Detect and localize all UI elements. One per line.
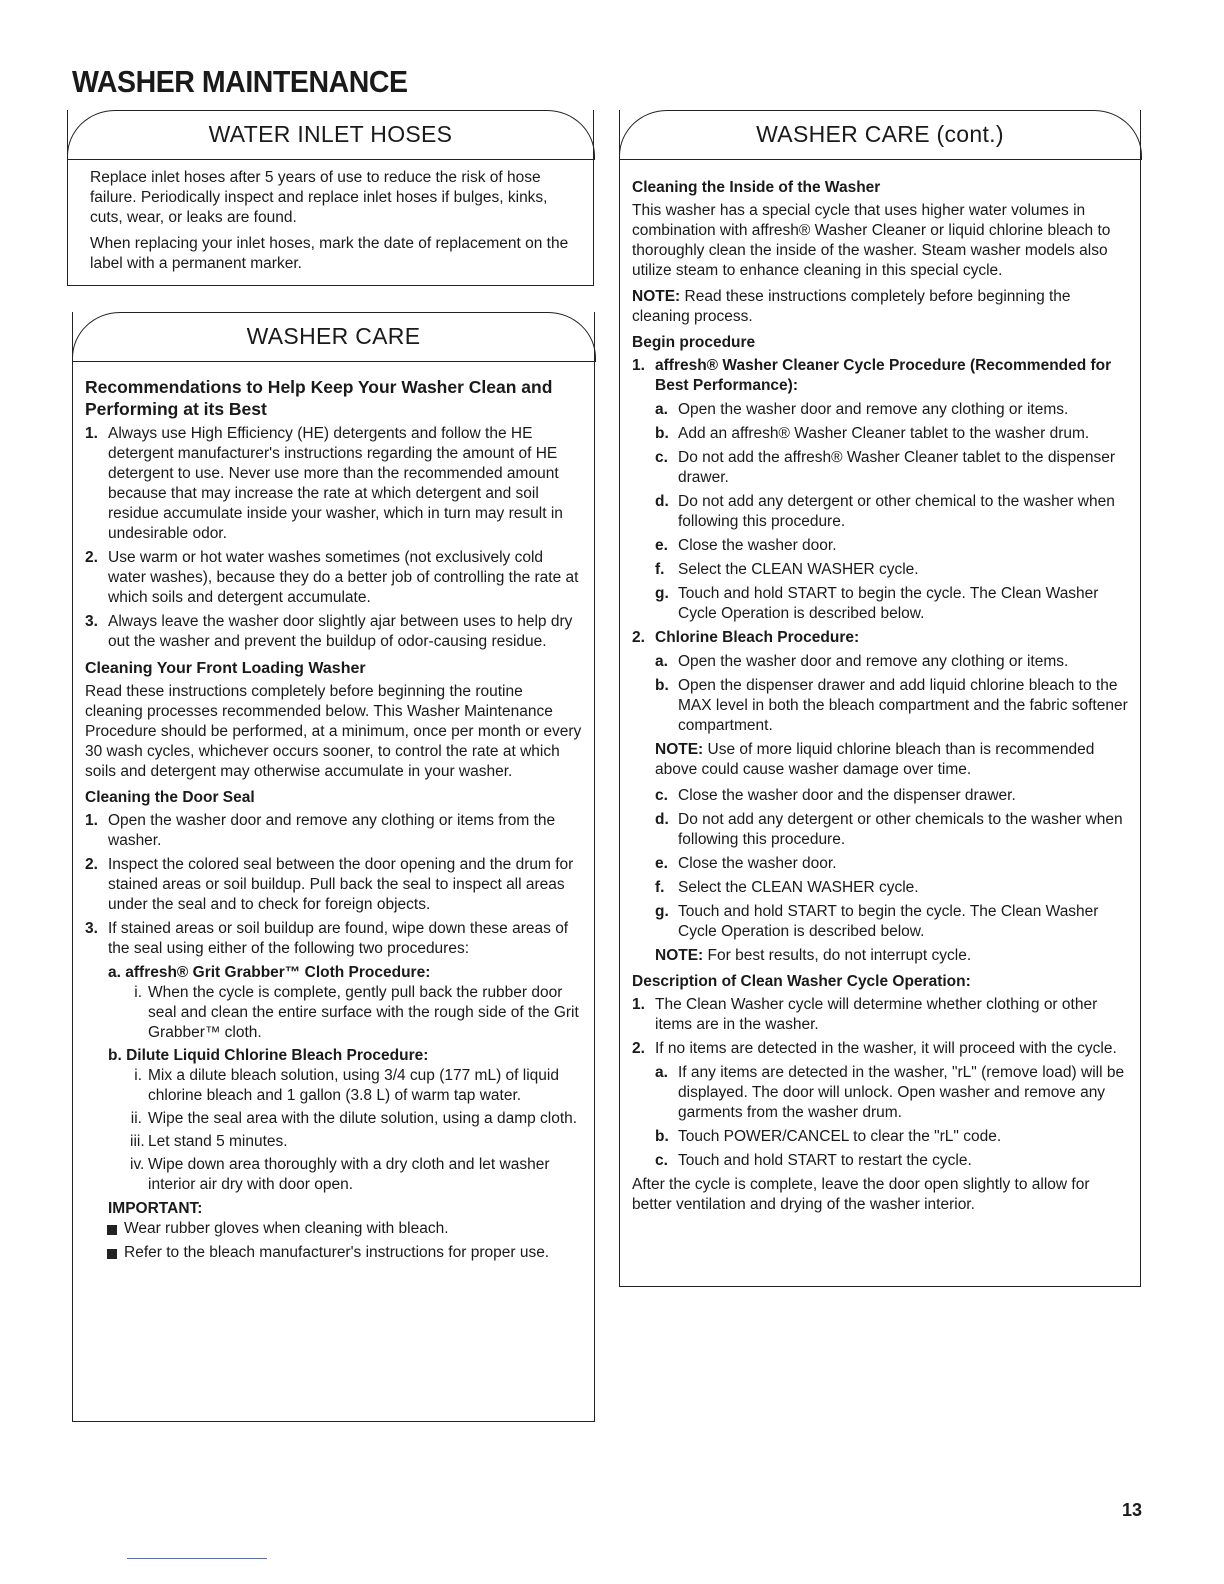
list-item: 3. If stained areas or soil buildup are found, wipe down these areas of the seal using either of the following two procedures: [85, 920, 569, 957]
list-item: b. Open the dispenser drawer and add liquid chlorine bleach to the MAX level in both the bleach compartment and the fabric softener compartment. [655, 677, 1128, 734]
cycle-operation-list [632, 995, 1128, 1059]
recommendations-heading: Recommendations to Help Keep Your Washer Clean and Performing at its Best [85, 377, 553, 419]
list-item: a. If any items are detected in the washer, "rL" (remove load) will be displayed. The door will unlock. Open washer and remove any garments from the washer drum. [655, 1064, 1125, 1121]
footer-divider [127, 1558, 267, 1559]
important-bullet: Wear rubber gloves when cleaning with bleach. [107, 1219, 582, 1239]
list-item: c. Touch and hold START to restart the cycle. [655, 1152, 972, 1169]
list-item: f. Select the CLEAN WASHER cycle. [655, 561, 919, 578]
cycle-operation-heading: Description of Clean Washer Cycle Operation: [632, 973, 971, 990]
important-bullet: Refer to the bleach manufacturer's instructions for proper use. [107, 1243, 582, 1263]
list-item: iv. Wipe down area thoroughly with a dry cloth and let washer interior air dry with door open. [130, 1156, 550, 1193]
list-item: 2. Use warm or hot water washes sometimes (not exclusively cold water washes), because they do a better job of controlling the rate at which soils and detergent accumulate. [85, 549, 579, 606]
list-item: iii. Let stand 5 minutes. [130, 1133, 288, 1150]
chlorine-procedure-title: Chlorine Bleach Procedure: [655, 629, 860, 646]
list-item: d. Do not add any detergent or other chemical to the washer when following this procedure. [655, 493, 1115, 530]
inside-washer-heading: Cleaning the Inside of the Washer [632, 179, 881, 196]
door-seal-heading: Cleaning the Door Seal [85, 789, 255, 806]
front-loading-paragraph: Read these instructions completely before beginning the routine cleaning processes recommended below. This Washer Maintenance Procedure should be performed, at a minimum, once per month or every 30 wash cycles, whichever occurs sooner, to control the rate at which soils and detergent may otherwise accumulate in your washer. [85, 683, 582, 780]
grit-grabber-steps [108, 983, 582, 1043]
grit-grabber-procedure-heading: a. affresh® Grit Grabber™ Cloth Procedure: [108, 964, 431, 981]
chlorine-steps [655, 652, 1128, 736]
dilute-bleach-procedure-heading: b. Dilute Liquid Chlorine Bleach Procedure: [108, 1047, 429, 1064]
list-item: 2. Inspect the colored seal between the door opening and the drum for stained areas or soil buildup. Pull back the seal to inspect all areas under the seal and to check for foreign objects. [85, 856, 574, 913]
door-seal-list [85, 811, 582, 959]
dilute-bleach-steps [108, 1066, 582, 1195]
list-item: c. Do not add the affresh® Washer Cleaner tablet to the dispenser drawer. [655, 449, 1116, 486]
inside-washer-paragraph: This washer has a special cycle that uses higher water volumes in combination with affresh® Washer Cleaner or liquid chlorine bleach to thoroughly clean the inside of the washer. Steam washer models also utilize steam to enhance cleaning in this special cycle. [632, 202, 1111, 279]
affresh-steps [655, 400, 1128, 624]
list-item: a. Open the washer door and remove any clothing or items. [655, 401, 1069, 418]
list-item: e. Close the washer door. [655, 537, 837, 554]
inlet-hoses-paragraph-1: Replace inlet hoses after 5 years of use to reduce the risk of hose failure. Periodically inspect and replace inlet hoses if bulges, kinks, cuts, wear, or leaks are found. [90, 169, 548, 226]
list-item: a. Open the washer door and remove any clothing or items. [655, 653, 1069, 670]
list-item: i. Mix a dilute bleach solution, using 3/4 cup (177 mL) of liquid chlorine bleach and 1 gallon (3.8 L) of warm tap water. [134, 1067, 559, 1104]
note-bleach: NOTE: Use of more liquid chlorine bleach than is recommended above could cause washer damage over time. [655, 741, 1095, 778]
list-item: f. Select the CLEAN WASHER cycle. [655, 879, 919, 896]
affresh-procedure-title: affresh® Washer Cleaner Cycle Procedure (Recommended for Best Performance): [655, 357, 1112, 394]
chlorine-procedure-list [632, 628, 1128, 648]
begin-procedure-heading: Begin procedure [632, 334, 756, 351]
inlet-hoses-title: WATER INLET HOSES [67, 110, 595, 160]
list-item: i. When the cycle is complete, gently pull back the rubber door seal and clean the entire surface with the rough side of the Grit Grabber™ cloth. [134, 984, 579, 1041]
chlorine-steps-continued [655, 786, 1128, 942]
list-item: b. Touch POWER/CANCEL to clear the "rL" code. [655, 1128, 1002, 1145]
list-item: 1. The Clean Washer cycle will determine whether clothing or other items are in the washer. [632, 996, 1098, 1033]
list-item: c. Close the washer door and the dispenser drawer. [655, 787, 1016, 804]
front-loading-heading: Cleaning Your Front Loading Washer [85, 660, 366, 677]
bullet-square-icon [107, 1249, 117, 1259]
list-item: b. Add an affresh® Washer Cleaner tablet to the washer drum. [655, 425, 1090, 442]
list-item: 3. Always leave the washer door slightly ajar between uses to help dry out the washer and prevent the buildup of odor-causing residue. [85, 613, 573, 650]
important-label: IMPORTANT: [108, 1200, 203, 1217]
list-item: g. Touch and hold START to begin the cycle. The Clean Washer Cycle Operation is described below. [655, 903, 1099, 940]
list-item: d. Do not add any detergent or other chemicals to the washer when following this procedure. [655, 811, 1123, 848]
list-item: e. Close the washer door. [655, 855, 837, 872]
list-item: 1. Open the washer door and remove any clothing or items from the washer. [85, 812, 556, 849]
note-cleaning: NOTE: Read these instructions completely before beginning the cleaning process. [632, 288, 1071, 325]
list-item: 2. Chlorine Bleach Procedure: [632, 628, 1128, 648]
list-item: 1. affresh® Washer Cleaner Cycle Procedure (Recommended for Best Performance): [632, 356, 1128, 396]
washer-care-section [72, 312, 595, 1422]
page-number: 13 [1121, 1500, 1142, 1520]
inlet-hoses-paragraph-2: When replacing your inlet hoses, mark the date of replacement on the label with a permanent marker. [90, 235, 569, 272]
inlet-hoses-section [67, 110, 594, 286]
note-interrupt: NOTE: For best results, do not interrupt cycle. [655, 947, 972, 964]
list-item: 2. If no items are detected in the washer, it will proceed with the cycle. [632, 1040, 1117, 1057]
cycle-operation-sublist [655, 1063, 1128, 1171]
list-item: ii. Wipe the seal area with the dilute solution, using a damp cloth. [130, 1110, 578, 1127]
washer-care-cont-section [619, 110, 1141, 1287]
bullet-square-icon [107, 1225, 117, 1235]
washer-care-cont-title: WASHER CARE (cont.) [619, 110, 1142, 160]
begin-procedure-list [632, 356, 1128, 396]
after-cycle-paragraph: After the cycle is complete, leave the door open slightly to allow for better ventilation and drying of the washer interior. [632, 1176, 1090, 1213]
page-title: WASHER MAINTENANCE [72, 64, 408, 99]
washer-care-title: WASHER CARE [72, 312, 596, 362]
list-item: 1. Always use High Efficiency (HE) detergents and follow the HE detergent manufacturer's instructions regarding the amount of HE detergent to use. Never use more than the recommended amount because that may increase the rate at which detergent and soil residue accumulate inside your washer, which in turn may result in undesirable odor. [85, 425, 563, 542]
list-item: g. Touch and hold START to begin the cycle. The Clean Washer Cycle Operation is described below. [655, 585, 1099, 622]
recommendations-list [85, 424, 582, 652]
